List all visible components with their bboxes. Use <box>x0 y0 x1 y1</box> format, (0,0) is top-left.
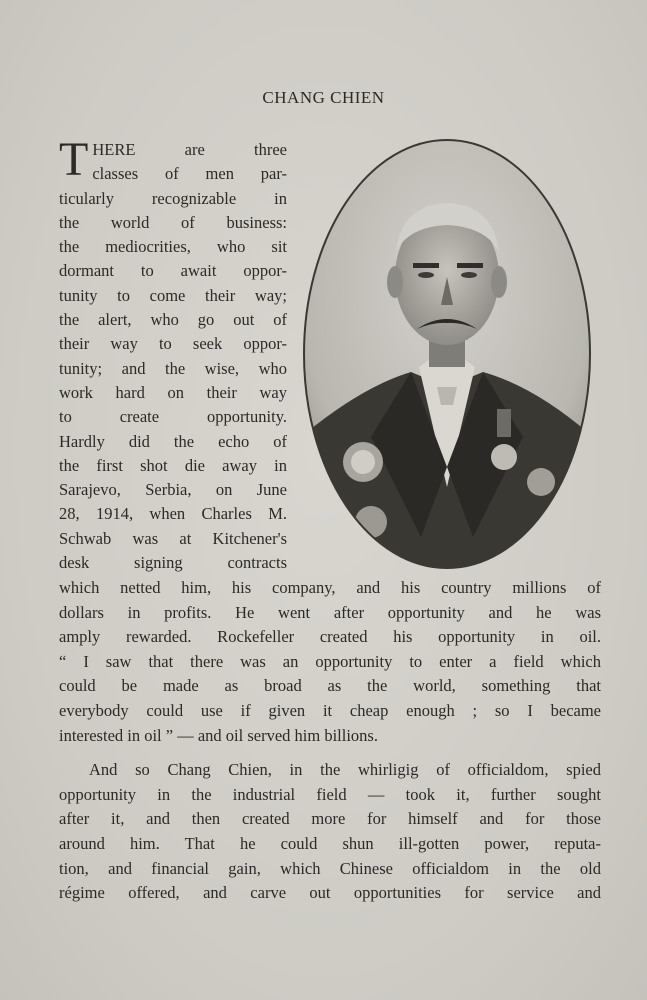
portrait-photo <box>301 137 593 571</box>
text-line: the world of business: <box>59 212 287 232</box>
text-line: the first shot die away in <box>59 455 287 475</box>
text-line: their way to seek oppor- <box>59 334 287 354</box>
text-line: desk signing contracts <box>59 553 287 573</box>
text-line: “ I saw that there was an opportunity to enter a field which <box>59 651 601 671</box>
text-line: tion, and financial gain, which Chinese officialdom in the old <box>59 858 601 878</box>
text-line: régime offered, and carve out opportunities for service and <box>59 883 601 903</box>
text-line: Schwab was at Kitchener's <box>59 528 287 548</box>
full-width-text <box>59 576 601 906</box>
text-line: amply rewarded. Rockefeller created his opportunity in oil. <box>59 627 601 647</box>
text-line: after it, and then created more for himself and for those <box>59 809 601 829</box>
text-line: the mediocrities, who sit <box>59 237 287 257</box>
text-line: dormant to await oppor- <box>59 261 287 281</box>
text-line: Hardly did the echo of <box>59 431 287 451</box>
text-line: could be made as broad as the world, something that <box>59 676 601 696</box>
text-line: tunity; and the wise, who <box>59 358 287 378</box>
text-line: dollars in profits. He went after opportunity and he was <box>59 602 601 622</box>
left-column-text <box>59 133 287 575</box>
text-line: around him. That he could shun ill-gotten power, reputa- <box>59 833 601 853</box>
text-line: everybody could use if given it cheap enough ; so I became <box>59 700 601 720</box>
text-line: which netted him, his company, and his country millions of <box>59 578 601 597</box>
text-line: opportunity in the industrial field — took it, further sought <box>59 784 601 804</box>
drop-cap: T <box>59 133 89 186</box>
text-line: interested in oil ” — and oil served him billions. <box>59 725 378 745</box>
text-line: HERE are three <box>92 140 287 159</box>
text-line: Sarajevo, Serbia, on June <box>59 480 287 500</box>
page-title: CHANG CHIEN <box>262 88 385 107</box>
text-line: the alert, who go out of <box>59 310 287 330</box>
text-line: tunity to come their way; <box>59 285 287 305</box>
text-line: ticularly recognizable in <box>59 188 287 208</box>
text-line: 28, 1914, when Charles M. <box>59 504 287 524</box>
text-line: to create opportunity. <box>59 407 287 427</box>
text-line: work hard on their way <box>59 382 287 402</box>
text-line: classes of men par- <box>92 164 287 184</box>
text-line: And so Chang Chien, in the whirligig of officialdom, spied <box>89 760 601 780</box>
